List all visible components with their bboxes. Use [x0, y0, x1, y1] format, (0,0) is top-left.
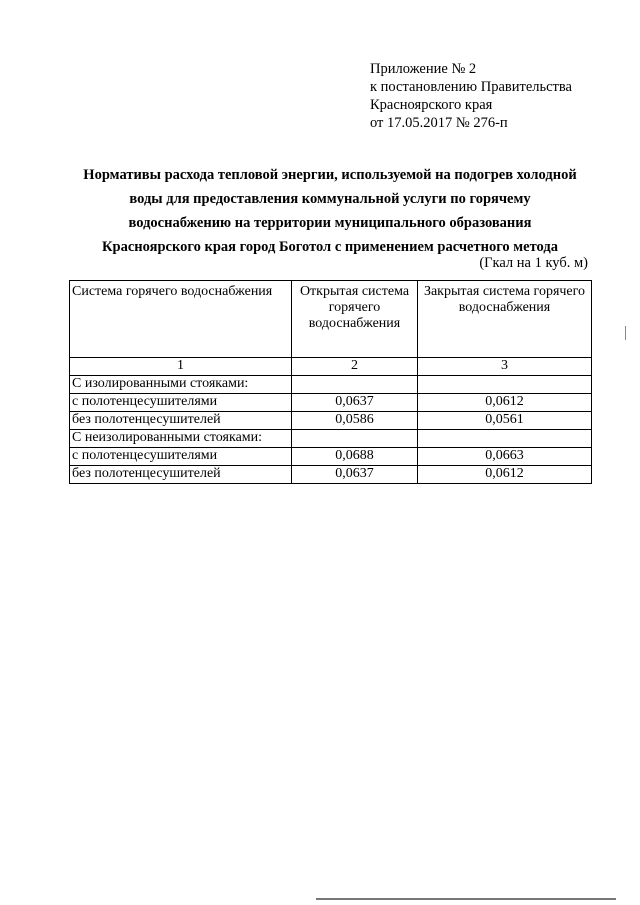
table-row: [70, 376, 592, 394]
table-row: [70, 430, 592, 448]
column-number-row: [70, 358, 592, 376]
closed-value: [418, 430, 592, 448]
closed-value: 0,0612: [418, 466, 592, 484]
scan-footer-mark: [316, 898, 616, 900]
row-label: с полотенцесушителями: [70, 448, 292, 466]
open-value: [292, 376, 418, 394]
scan-edge-mark: [625, 326, 626, 340]
open-value: 0,0688: [292, 448, 418, 466]
unit-label: (Гкал на 1 куб. м): [479, 255, 588, 271]
header-system: Система горячего водоснабжения: [70, 281, 292, 358]
title-line: водоснабжению на территории муниципального образования: [128, 215, 532, 231]
norms-table: [69, 280, 592, 484]
row-label: с полотенцесушителями: [70, 394, 292, 412]
appendix-region: Красноярского края: [370, 97, 493, 113]
title-line: Нормативы расхода тепловой энергии, используемой на подогрев холодной: [83, 167, 577, 183]
column-number: 2: [292, 358, 418, 376]
header-open-system: Открытая система горячего водоснабжения: [292, 281, 418, 358]
appendix-resolution-ref: к постановлению Правительства: [370, 79, 572, 95]
title-line: Красноярского края город Боготол с применением расчетного метода: [102, 239, 558, 255]
column-number: 3: [418, 358, 592, 376]
title-line: воды для предоставления коммунальной услуги по горячему: [129, 191, 531, 207]
appendix-number: Приложение № 2: [370, 61, 477, 77]
closed-value: 0,0561: [418, 412, 592, 430]
column-number: 1: [70, 358, 292, 376]
header-closed-system: Закрытая система горячего водоснабжения: [418, 281, 592, 358]
document-title: [55, 163, 605, 259]
appendix-date-number: от 17.05.2017 № 276-п: [370, 115, 508, 131]
closed-value: 0,0663: [418, 448, 592, 466]
closed-value: 0,0612: [418, 394, 592, 412]
table-header-row: [70, 281, 592, 358]
closed-value: [418, 376, 592, 394]
open-value: 0,0586: [292, 412, 418, 430]
table-row: [70, 448, 592, 466]
table-row: [70, 466, 592, 484]
open-value: 0,0637: [292, 466, 418, 484]
row-label: С изолированными стояками:: [70, 376, 292, 394]
open-value: 0,0637: [292, 394, 418, 412]
table-row: [70, 412, 592, 430]
row-label: без полотенцесушителей: [70, 412, 292, 430]
table-row: [70, 394, 592, 412]
open-value: [292, 430, 418, 448]
appendix-reference: [370, 60, 620, 132]
row-label: С неизолированными стояками:: [70, 430, 292, 448]
row-label: без полотенцесушителей: [70, 466, 292, 484]
